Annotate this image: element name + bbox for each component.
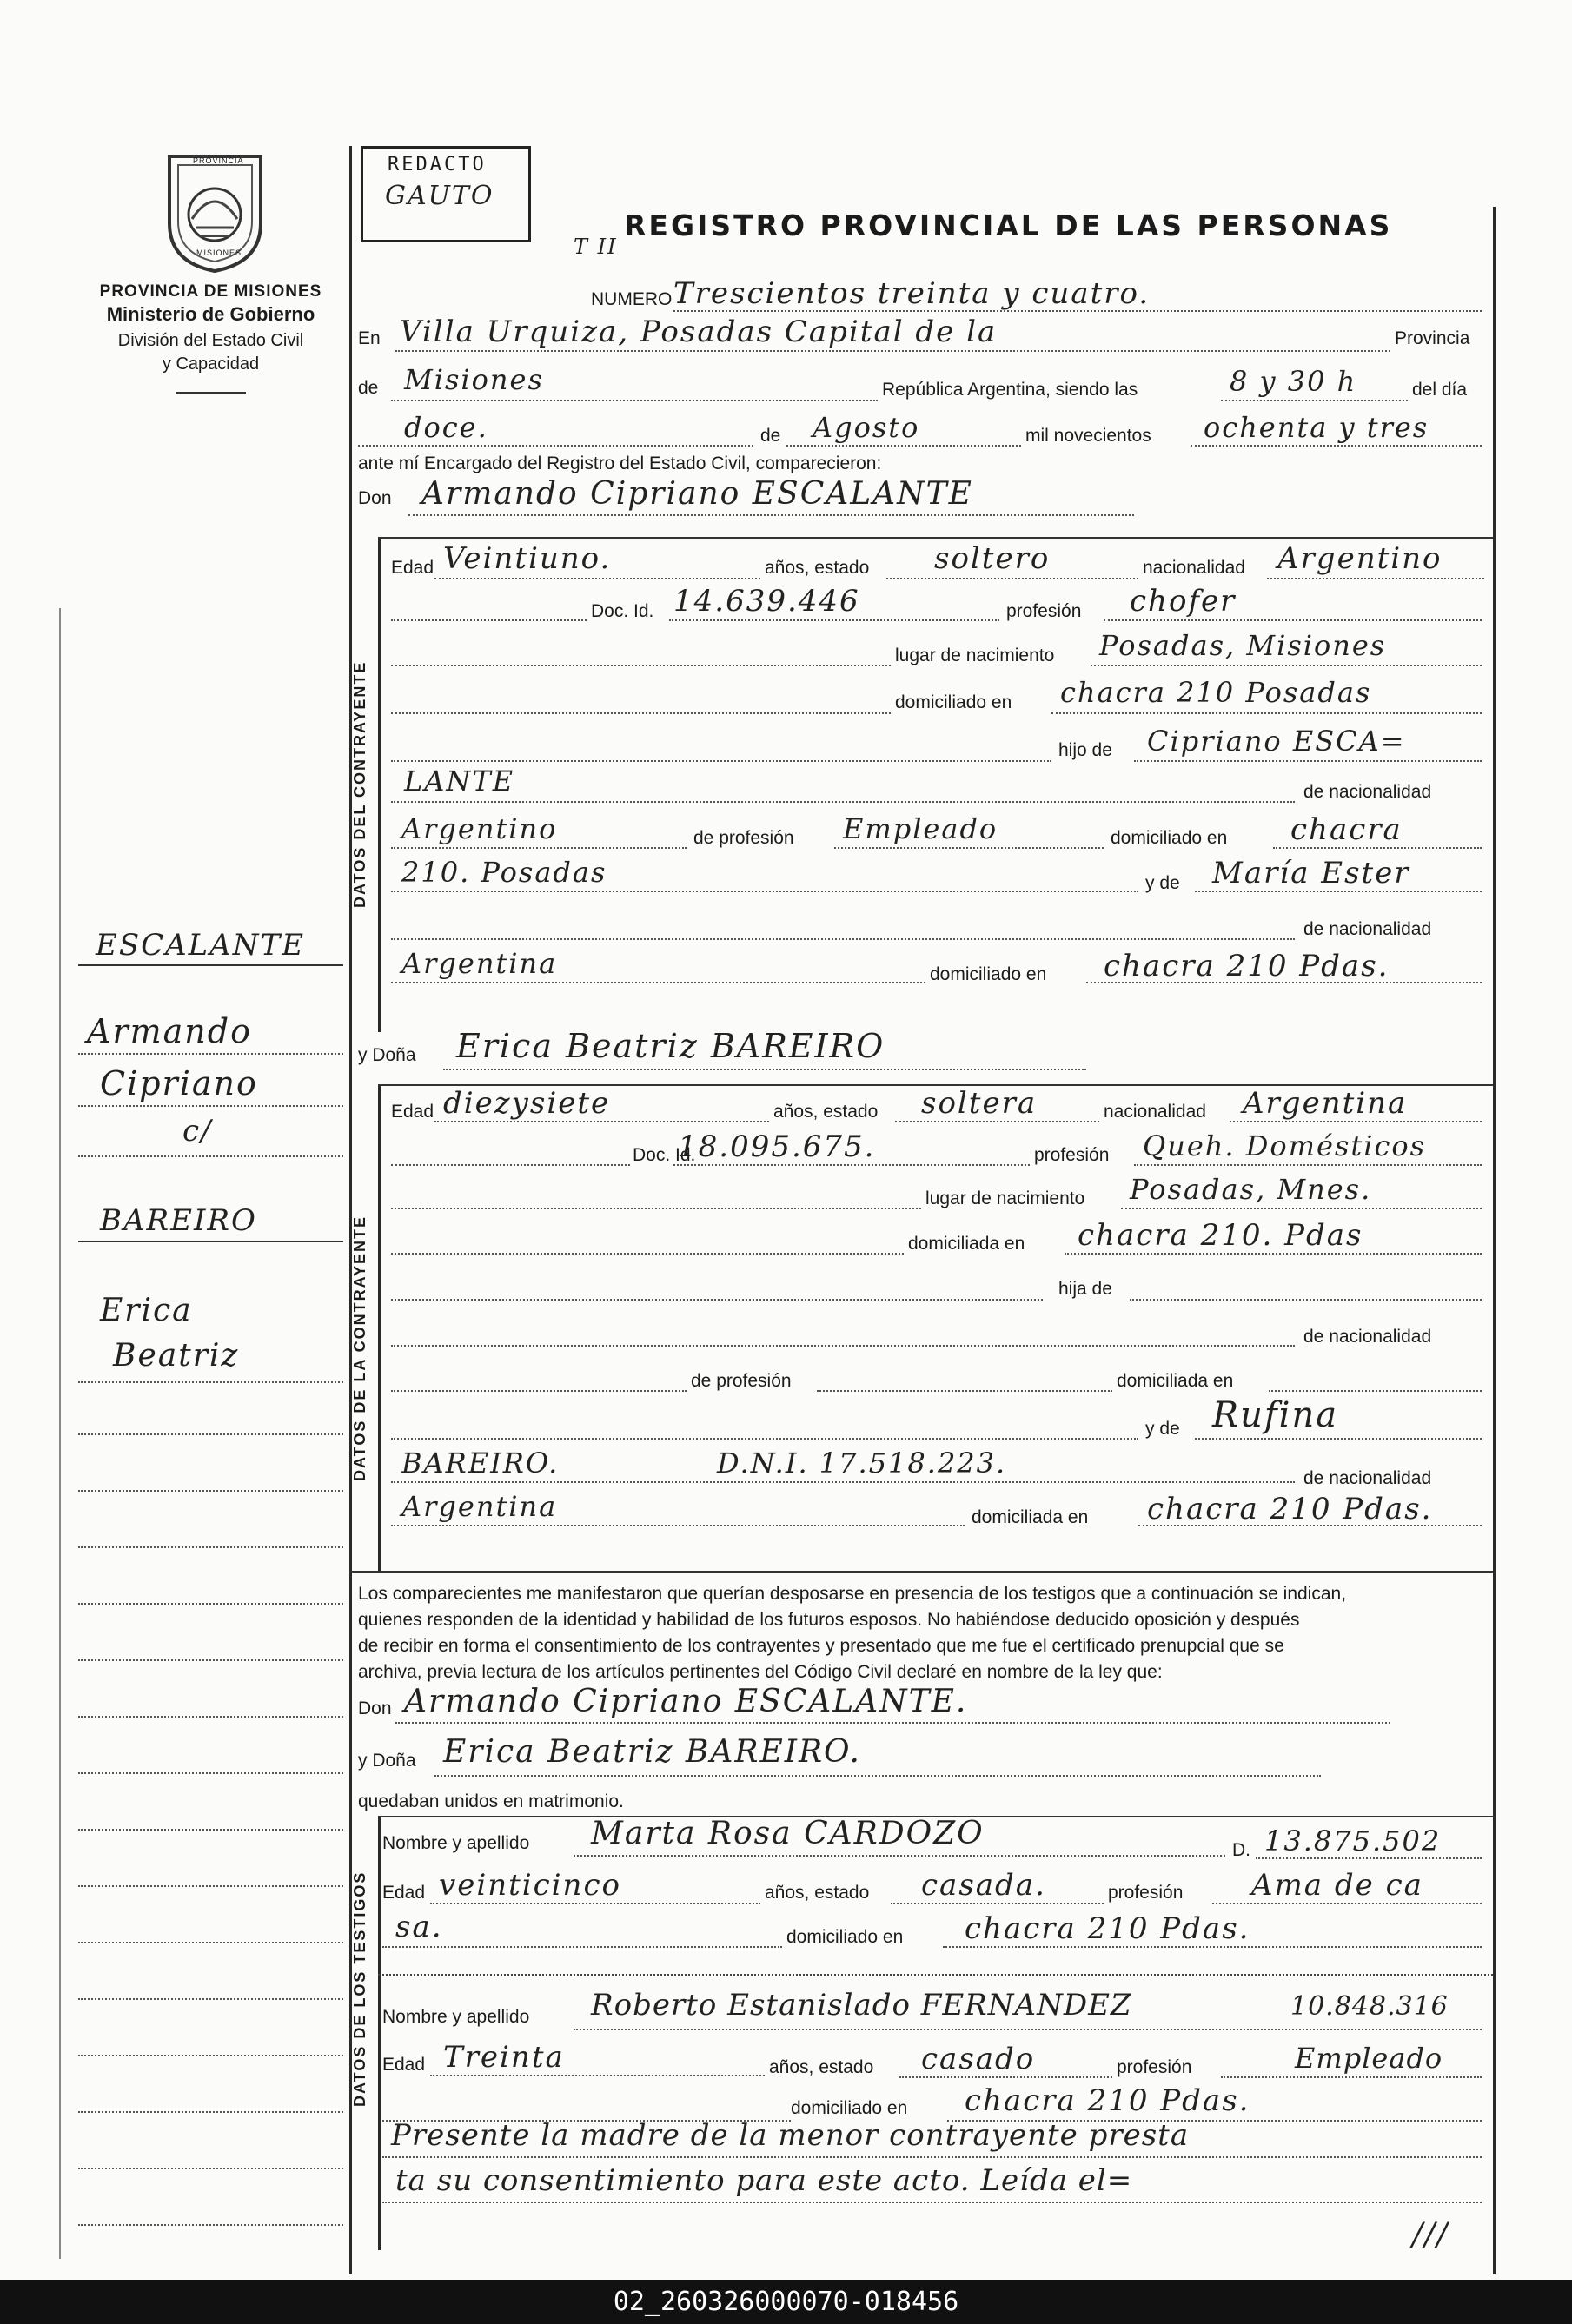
value-a-domicilio: chacra 210. Pdas [1078, 1218, 1363, 1253]
label-del-dia: del día [1412, 380, 1468, 400]
margin-dots [78, 1659, 343, 1661]
value-c-profesion: chofer [1130, 584, 1237, 619]
value-contrayente-nombre: Armando Cipriano ESCALANTE [421, 476, 973, 512]
line-t2-profesion [1221, 2076, 1482, 2078]
line-blank [391, 665, 891, 666]
value-nota-l1: Presente la madre de la menor contrayente presta [391, 2118, 1190, 2153]
line-hora [1221, 400, 1408, 401]
line-a-madre-nac [391, 1525, 965, 1526]
line-blank [391, 712, 891, 714]
label-domiciliado-en-4: domiciliado en [786, 1927, 904, 1947]
line-t1-nombre [574, 1855, 1225, 1857]
value-anio: ochenta y tres [1204, 411, 1429, 444]
division-name: División del Estado Civil [117, 331, 304, 350]
label-doc-id-2: Doc. Id. [633, 1145, 696, 1165]
label-en: En [358, 328, 381, 348]
label-don: Don [358, 488, 392, 508]
value-de-provincia: Misiones [404, 363, 544, 396]
line-c-domicilio [1051, 712, 1482, 714]
margin-dots [78, 1772, 343, 1774]
value-numero: Trescientos treinta y cuatro. [673, 276, 1151, 311]
line-t1-domicilio [943, 1946, 1482, 1948]
margin-dots [78, 2168, 343, 2169]
province-name: PROVINCIA DE MISIONES [99, 282, 322, 301]
label-de-nacionalidad-3: de nacionalidad [1303, 1327, 1432, 1347]
value-a-doc: 18.095.675. [678, 1129, 876, 1164]
margin-con: c/ [182, 1114, 213, 1149]
line-a-padre [1130, 1299, 1482, 1301]
value-a-lugar-nac: Posadas, Mnes. [1130, 1173, 1372, 1206]
line-decl-dona [434, 1775, 1321, 1777]
margin-nombre2-l1: Erica [100, 1293, 193, 1328]
paragraph-line-1: Los comparecientes me manifestaron que querían desposarse en presencia de los testigos que a continuación se indican, [358, 1584, 1347, 1604]
value-c-padre-dom-l1: chacra [1290, 812, 1403, 847]
label-profesion-3: profesión [1108, 1883, 1184, 1903]
margin-apellido2: BAREIRO [100, 1203, 257, 1238]
line-t1-dni [1256, 1857, 1482, 1859]
label-domiciliado-en-2: domiciliado en [1111, 828, 1228, 848]
line-a-edad [434, 1121, 769, 1122]
line-c-doc [669, 619, 999, 621]
testigos-block-border [378, 1816, 381, 2250]
value-t1-estado: casada. [921, 1868, 1046, 1903]
line-mes [786, 445, 1021, 447]
line-blank [391, 1253, 904, 1255]
redacto-label: REDACTO [388, 154, 487, 175]
label-edad-3: Edad [382, 1883, 426, 1903]
label-anos-estado-3: años, estado [765, 1883, 870, 1903]
label-profesion: profesión [1006, 601, 1082, 621]
line-t1-profesion [1212, 1903, 1482, 1904]
label-de-profesion: de profesión [693, 828, 794, 848]
margin-dots [78, 1433, 343, 1435]
paragraph-line-4: archiva, previa lectura de los artículos pertinentes del Código Civil declaré en nombre de la ley que: [358, 1662, 1163, 1682]
label-de-mes: de [760, 426, 781, 446]
line-nota-l1 [382, 2156, 1482, 2158]
line-t1-estado [891, 1903, 1104, 1904]
label-hija-de: hija de [1058, 1279, 1112, 1299]
label-edad-4: Edad [382, 2055, 426, 2075]
value-a-nacionalidad: Argentina [1243, 1086, 1408, 1121]
value-a-edad: diezysiete [443, 1086, 611, 1121]
paragraph-line-3: de recibir en forma el consentimiento de los contrayentes y presentado que me fue el certificado prenupcial que se [358, 1636, 1284, 1656]
value-t2-edad: Treinta [443, 2040, 565, 2075]
margin-dots [78, 1829, 343, 1831]
line-c-nacionalidad [1267, 578, 1484, 579]
label-domiciliado-en-3: domiciliado en [930, 964, 1047, 984]
redacto-box [361, 146, 531, 242]
label-datos-contrayente: DATOS DEL CONTRAYENTE [351, 660, 368, 908]
tomo-mark: T II [574, 235, 618, 259]
margin-dots [78, 1716, 343, 1718]
line-c-madre [1195, 891, 1482, 892]
margin-dots [78, 1603, 343, 1605]
value-a-madre-dni: D.N.I. 17.518.223. [717, 1447, 1007, 1480]
margin-dots [78, 2111, 343, 2113]
margin-dots [78, 1942, 343, 1943]
margin-dots [78, 2224, 343, 2226]
label-de: de [358, 378, 379, 398]
label-hijo-de: hijo de [1058, 740, 1112, 760]
margin-rule [78, 1241, 343, 1242]
value-t1-dni: 13.875.502 [1264, 1824, 1442, 1857]
line-a-nacionalidad [1230, 1121, 1482, 1122]
value-c-padre-prof: Empleado [843, 812, 998, 845]
contrayente-block-border [378, 537, 381, 1032]
value-c-estado: soltero [934, 541, 1051, 576]
contrayente-top-rule [378, 537, 1493, 539]
line-nota-l2 [382, 2202, 1482, 2203]
line-c-madre-nac [391, 982, 925, 983]
line-c-profesion [1104, 619, 1482, 621]
line-anio [1191, 445, 1482, 447]
margin-dots [78, 1885, 343, 1887]
value-a-estado: soltera [921, 1086, 1038, 1121]
label-datos-testigos: DATOS DE LOS TESTIGOS [351, 1870, 368, 2107]
margin-dots [78, 1490, 343, 1492]
value-t2-dni: 10.848.316 [1290, 1991, 1449, 2022]
value-c-lugar-nac: Posadas, Misiones [1099, 629, 1387, 662]
label-republica: República Argentina, siendo las [882, 380, 1138, 400]
value-c-edad: Veintiuno. [443, 541, 612, 576]
line-a-madre-dom [1138, 1525, 1482, 1526]
line-c-madre-dom [1086, 982, 1482, 983]
seal-bottom-text: MISIONES [196, 248, 242, 257]
value-t2-profesion: Empleado [1295, 2042, 1443, 2075]
redacto-value: GAUTO [385, 181, 494, 211]
margin-dots [78, 1546, 343, 1548]
label-y-dona: y Doña [358, 1045, 416, 1065]
ministry-divider [176, 392, 246, 394]
line-don [408, 514, 1134, 516]
value-contrayenta-nombre: Erica Beatriz BAREIRO [456, 1027, 885, 1065]
label-y-de: y de [1145, 873, 1180, 893]
line-blank [391, 1208, 921, 1209]
label-anos-estado-4: años, estado [769, 2057, 874, 2077]
value-c-madre-dom: chacra 210 Pdas. [1104, 949, 1390, 983]
value-t2-nombre: Roberto Estanislado FERNANDEZ [591, 1988, 1132, 2023]
contrayenta-block-border [378, 1084, 381, 1571]
value-t1-profesion: Ama de ca [1251, 1868, 1423, 1903]
label-de-nacionalidad-4: de nacionalidad [1303, 1468, 1432, 1488]
label-de-profesion-2: de profesión [691, 1371, 792, 1391]
testigo-divider [378, 1974, 1493, 1976]
line-blank [391, 760, 1051, 762]
line-blank [391, 1299, 1043, 1301]
value-c-padre-l1: Cipriano ESCA= [1147, 725, 1406, 758]
line-c-padre-prof [834, 847, 1104, 849]
margin-nombre1-l1: Armando [87, 1012, 252, 1050]
label-profesion-4: profesión [1117, 2057, 1192, 2077]
value-t2-estado: casado [921, 2042, 1036, 2076]
line-t1-edad [430, 1903, 760, 1904]
label-lugar-nac: lugar de nacimiento [895, 646, 1055, 665]
line-a-lugar-nac [1121, 1208, 1482, 1209]
division-name-2: y Capacidad [162, 354, 260, 374]
line-a-profesion [1134, 1164, 1482, 1166]
line-a-madre [1195, 1438, 1482, 1440]
line-c-estado [886, 578, 1138, 579]
line-t2-estado [899, 2076, 1112, 2078]
label-ante-mi: ante mí Encargado del Registro del Estado Civil, comparecieron: [358, 454, 882, 473]
line-en [395, 350, 1390, 352]
label-domiciliado-en-5: domiciliado en [791, 2098, 908, 2118]
label-nombre-apellido-2: Nombre y apellido [382, 2007, 530, 2027]
line-blank [817, 1390, 1112, 1392]
value-dia: doce. [404, 411, 488, 444]
value-nota-l2: ta su consentimiento para este acto. Leída el= [395, 2163, 1133, 2198]
label-y-de-2: y de [1145, 1419, 1180, 1439]
margin-dots [78, 1998, 343, 2000]
page-continuation-mark: /// [1412, 2217, 1449, 2253]
label-quedaban: quedaban unidos en matrimonio. [358, 1791, 624, 1811]
line-dia [358, 445, 753, 447]
value-decl-don: Armando Cipriano ESCALANTE. [404, 1684, 968, 1719]
line-a-estado [895, 1121, 1099, 1122]
line-blank [391, 938, 1295, 940]
line-c-padre-nac [391, 847, 687, 849]
paragraph-line-2: quienes responden de la identidad y habilidad de los futuros esposos. No habiéndose deducido oposición y después [358, 1610, 1300, 1630]
margin-nombre1-l2: Cipriano [100, 1064, 258, 1102]
value-mes: Agosto [813, 411, 920, 444]
value-c-padre-l2: LANTE [404, 765, 515, 798]
label-provincia: Provincia [1395, 328, 1470, 348]
label-profesion-2: profesión [1034, 1145, 1110, 1165]
value-c-padre-nac: Argentino [401, 812, 558, 845]
line-dona [443, 1069, 1086, 1070]
label-nombre-apellido: Nombre y apellido [382, 1833, 530, 1853]
line-c-lugar-nac [1091, 665, 1482, 666]
value-c-nacionalidad: Argentino [1277, 541, 1443, 576]
value-c-domicilio: chacra 210 Posadas [1060, 676, 1372, 709]
value-t1-nombre: Marta Rosa CARDOZO [591, 1816, 985, 1851]
label-datos-contrayenta: DATOS DE LA CONTRAYENTE [351, 1215, 368, 1481]
line-blank [391, 1345, 1295, 1347]
margin-apellido1: ESCALANTE [96, 928, 306, 963]
value-decl-dona: Erica Beatriz BAREIRO. [443, 1734, 861, 1770]
margin-dots [78, 2055, 343, 2056]
value-t1-edad: veinticinco [439, 1868, 621, 1903]
footer-id-bar: 02_260326000070-018456 [0, 2280, 1572, 2324]
line-a-doc [673, 1164, 1030, 1166]
label-d: D. [1232, 1840, 1250, 1860]
label-nacionalidad-2: nacionalidad [1104, 1102, 1206, 1122]
label-de-nacionalidad-2: de nacionalidad [1303, 919, 1432, 939]
ministry-name: Ministerio de Gobierno [106, 303, 315, 325]
legal-paragraph [358, 1581, 1488, 1685]
ministry-block [78, 282, 343, 394]
line-c-edad [434, 578, 760, 579]
margin-dots [78, 1155, 343, 1157]
label-domiciliada-en: domiciliada en [908, 1234, 1025, 1254]
label-de-nacionalidad: de nacionalidad [1303, 782, 1432, 802]
line-blank [1269, 1390, 1482, 1392]
form-right-border [1493, 207, 1496, 2274]
line-c-padre [1134, 760, 1482, 762]
seal-top-text: PROVINCIA [193, 156, 244, 165]
value-hora: 8 y 30 h [1230, 365, 1357, 398]
value-a-madre: Rufina [1212, 1395, 1339, 1435]
label-domiciliada-en-3: domiciliada en [972, 1507, 1089, 1527]
margin-dots [78, 1105, 343, 1107]
label-lugar-nac-2: lugar de nacimiento [925, 1188, 1085, 1208]
margin-dots [78, 1381, 343, 1383]
line-blank [391, 1164, 630, 1166]
margin-dots [78, 1053, 343, 1055]
line-blank [391, 619, 587, 621]
line-blank [391, 1390, 687, 1392]
line-c-padre-dom-l2 [391, 891, 1138, 892]
value-a-madre-dom: chacra 210 Pdas. [1147, 1492, 1433, 1526]
label-anos-estado: años, estado [765, 558, 870, 578]
label-domiciliada-en-2: domiciliada en [1117, 1371, 1234, 1391]
label-nacionalidad: nacionalidad [1143, 558, 1245, 578]
value-c-madre-nac: Argentina [401, 947, 558, 980]
label-don-2: Don [358, 1698, 392, 1718]
paragraph-top-rule [349, 1571, 1493, 1573]
value-c-doc: 14.639.446 [673, 584, 860, 619]
line-decl-don [395, 1722, 1390, 1724]
label-numero: NUMERO [591, 289, 673, 309]
value-t1-domicilio: chacra 210 Pdas. [965, 1911, 1250, 1946]
label-anos-estado-2: años, estado [773, 1102, 879, 1122]
line-a-domicilio [1065, 1253, 1482, 1255]
value-c-madre: María Ester [1212, 856, 1410, 891]
left-margin-line [59, 608, 61, 2259]
line-t1-prof-cont [382, 1946, 782, 1948]
document-title: REGISTRO PROVINCIAL DE LAS PERSONAS [624, 209, 1393, 242]
label-edad-2: Edad [391, 1102, 434, 1122]
label-edad: Edad [391, 558, 434, 578]
line-t2-edad [430, 2075, 765, 2076]
value-t1-profesion-cont: sa. [395, 1910, 443, 1944]
value-en: Villa Urquiza, Posadas Capital de la [400, 315, 998, 349]
label-doc-id: Doc. Id. [591, 601, 654, 621]
label-y-dona-2: y Doña [358, 1751, 416, 1771]
label-mil-novecientos: mil novecientos [1025, 426, 1151, 446]
margin-rule [78, 964, 343, 966]
line-c-padre-dom [1273, 847, 1482, 849]
line-de [391, 400, 878, 401]
line-numero [673, 310, 1482, 312]
value-a-madre-nac: Argentina [401, 1490, 558, 1523]
label-domiciliado-en: domiciliado en [895, 692, 1012, 712]
line-c-padre-l2 [391, 801, 1295, 803]
value-a-profesion: Queh. Domésticos [1143, 1129, 1427, 1162]
line-blank [391, 1438, 1138, 1440]
margin-nombre2-l2: Beatriz [113, 1338, 240, 1374]
line-t2-nombre [574, 2029, 1482, 2030]
value-t2-domicilio: chacra 210 Pdas. [965, 2083, 1250, 2118]
value-c-padre-dom-l2: 210. Posadas [401, 856, 607, 889]
line-a-madre-apellido [391, 1481, 1295, 1483]
value-a-madre-apellido: BAREIRO. [401, 1447, 560, 1480]
